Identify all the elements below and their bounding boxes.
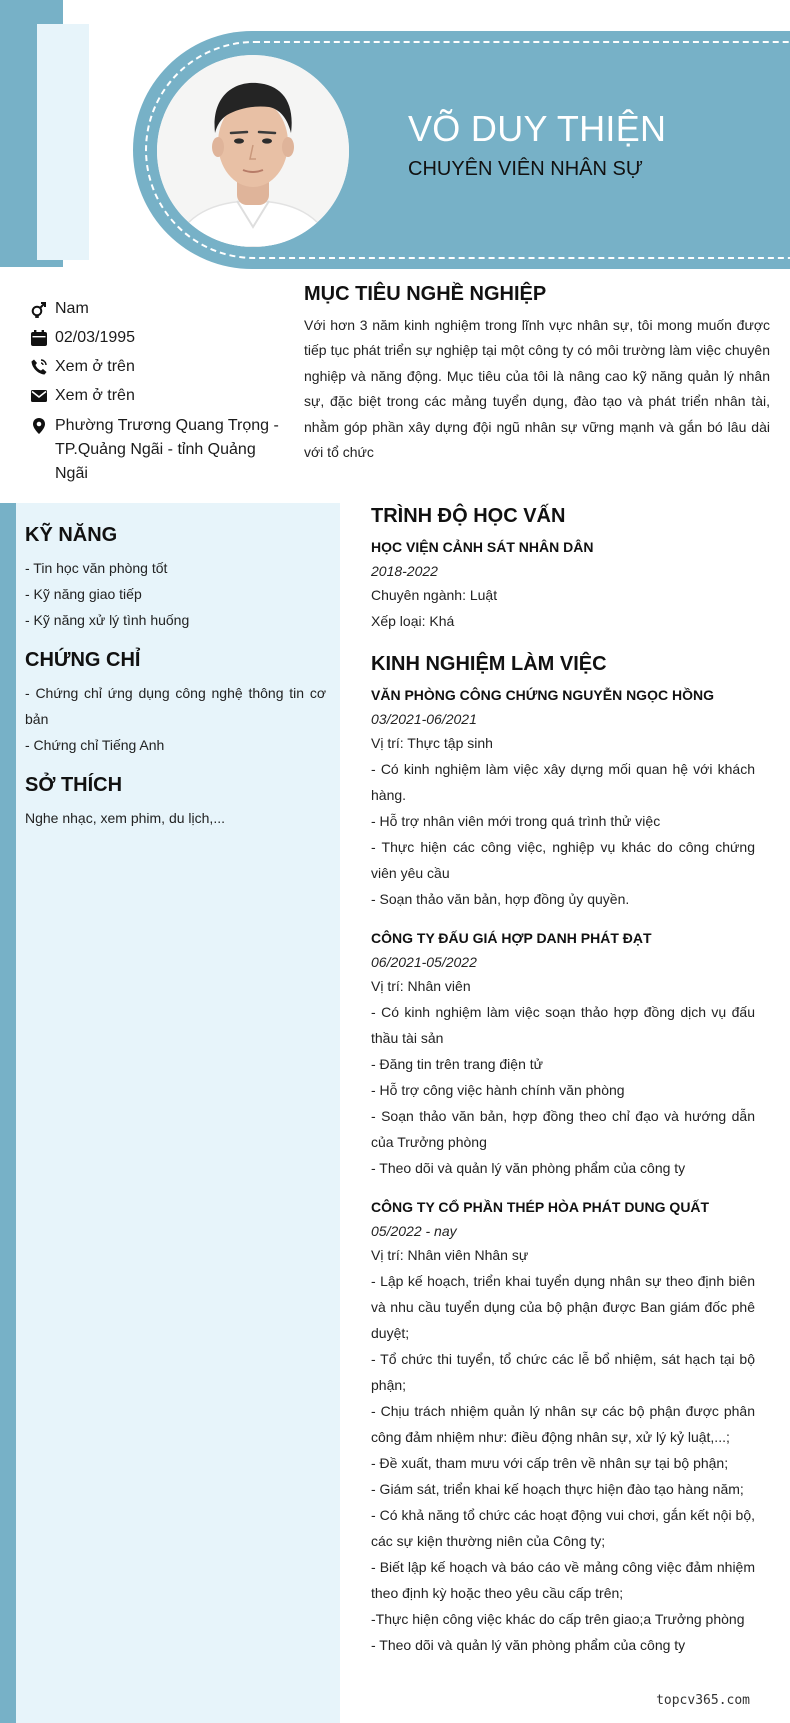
job-line: - Hỗ trợ nhân viên mới trong quá trình thử việc [371, 813, 661, 829]
info-birthdate [30, 326, 280, 350]
job-period: 03/2021-06/2021 [371, 711, 477, 727]
education-line: Xếp loại: Khá [371, 613, 455, 629]
hobbies-heading: SỞ THÍCH [25, 774, 123, 796]
job-line: - Theo dõi và quản lý văn phòng phẩm của công ty [371, 1160, 686, 1176]
info-address [30, 414, 280, 486]
skills-item: - Kỹ năng xử lý tình huống [25, 612, 190, 628]
objective-heading: MỤC TIÊU NGHỀ NGHIỆP [304, 283, 547, 305]
gender-icon [30, 300, 48, 318]
job-period: 05/2022 - nay [371, 1223, 457, 1239]
job-company: CÔNG TY CỔ PHẦN THÉP HÒA PHÁT DUNG QUẤT [371, 1199, 710, 1215]
info-address-text: Phường Trương Quang Trọng - TP.Quảng Ngãi - tỉnh Quảng Ngãi [55, 417, 279, 482]
certificates-item: - Chứng chỉ ứng dụng công nghệ thông tin cơ bản [25, 685, 326, 727]
education-heading: TRÌNH ĐỘ HỌC VẤN [371, 505, 566, 527]
job-line: - Chịu trách nhiệm quản lý nhân sự các bộ phận được phân công đảm nhiệm như: điều động nhân sự, xử lý kỷ luật,...; [371, 1403, 755, 1445]
education-school: HỌC VIỆN CẢNH SÁT NHÂN DÂN [371, 539, 594, 555]
footer-watermark: topcv365.com [656, 1693, 750, 1708]
job-line: -Thực hiện công việc khác do cấp trên giao;a Trưởng phòng [371, 1611, 745, 1627]
job-line: - Biết lập kế hoạch và báo cáo về mảng công việc đảm nhiệm theo định kỳ hoặc theo yêu cầu cấp trên; [371, 1559, 755, 1601]
job-line: - Có khả năng tổ chức các hoạt động vui chơi, gắn kết nội bộ, các sự kiện thường niên của Công ty; [371, 1507, 755, 1549]
job-line: Vị trí: Nhân viên [371, 978, 471, 994]
job-line: - Giám sát, triển khai kế hoạch thực hiện đào tạo hàng năm; [371, 1481, 744, 1497]
phone-icon [30, 358, 48, 376]
job-line: - Theo dõi và quản lý văn phòng phẩm của công ty [371, 1637, 686, 1653]
job-line: - Soạn thảo văn bản, hợp đồng ủy quyền. [371, 891, 630, 907]
education-period: 2018-2022 [371, 563, 438, 579]
job-company: CÔNG TY ĐẤU GIÁ HỢP DANH PHÁT ĐẠT [371, 930, 652, 946]
certificates-item: - Chứng chỉ Tiếng Anh [25, 737, 165, 753]
job-company: VĂN PHÒNG CÔNG CHỨNG NGUYỄN NGỌC HỒNG [371, 687, 714, 703]
job-line: - Có kinh nghiệm làm việc xây dựng mối quan hệ với khách hàng. [371, 761, 755, 803]
info-gender [30, 297, 280, 321]
job-period: 06/2021-05/2022 [371, 954, 477, 970]
calendar-icon [30, 329, 48, 347]
job-line: - Soạn thảo văn bản, hợp đồng theo chỉ đạo và hướng dẫn của Trưởng phòng [371, 1108, 755, 1150]
job-line: - Lập kế hoạch, triển khai tuyển dụng nhân sự theo định biên và nhu cầu tuyển dụng của bộ phận được Ban giám đốc phê duyệt; [371, 1273, 755, 1341]
job-line: - Hỗ trợ công việc hành chính văn phòng [371, 1082, 625, 1098]
certificates-heading: CHỨNG CHỈ [25, 649, 141, 671]
job-line: - Đăng tin trên trang điện tử [371, 1056, 544, 1072]
experience-heading: KINH NGHIỆM LÀM VIỆC [371, 653, 607, 675]
info-email-text: Xem ở trên [55, 387, 135, 404]
job-line: - Thực hiện các công việc, nghiệp vụ khác do công chứng viên yêu cầu [371, 839, 755, 881]
header-left-card [37, 24, 89, 260]
candidate-job-title: CHUYÊN VIÊN NHÂN SỰ [408, 158, 643, 180]
objective-text: Với hơn 3 năm kinh nghiệm trong lĩnh vực nhân sự, tôi mong muốn được tiếp tục phát triển sự nghiệp tại một công ty có môi trường làm việc chuyên nghiệp và năng động. Mục tiêu của tôi là nâng cao kỹ năng quản lý nhân sự, đặc biệt trong các mảng tuyển dụng, đào tạo và phát triển nhân tài, nhằm góp phần xây dựng đội ngũ nhân sự vững mạnh và gắn bó lâu dài với tổ chức [304, 317, 770, 461]
skills-item: - Tin học văn phòng tốt [25, 560, 168, 576]
job-line: Vị trí: Thực tập sinh [371, 735, 493, 751]
info-birthdate-text: 02/03/1995 [55, 329, 136, 346]
info-phone [30, 355, 280, 379]
candidate-name: VÕ DUY THIỆN [408, 108, 667, 149]
location-icon [30, 417, 48, 435]
education-line: Chuyên ngành: Luật [371, 587, 498, 603]
job-line: - Đề xuất, tham mưu với cấp trên về nhân sự tại bộ phận; [371, 1455, 729, 1471]
job-line: - Tổ chức thi tuyển, tổ chức các lễ bổ nhiệm, sát hạch tại bộ phận; [371, 1351, 755, 1393]
left-accent-bar [0, 503, 16, 1723]
hobbies-text: Nghe nhạc, xem phim, du lịch,... [25, 810, 225, 826]
profile-photo [157, 55, 349, 247]
skills-heading: KỸ NĂNG [25, 524, 118, 546]
skills-item: - Kỹ năng giao tiếp [25, 586, 142, 602]
job-line: - Có kinh nghiệm làm việc soạn thảo hợp đồng dịch vụ đấu thầu tài sản [371, 1004, 755, 1046]
job-line: Vị trí: Nhân viên Nhân sự [371, 1247, 529, 1263]
info-gender-text: Nam [55, 300, 89, 317]
info-email [30, 384, 280, 408]
email-icon [30, 387, 48, 405]
info-phone-text: Xem ở trên [55, 358, 135, 375]
